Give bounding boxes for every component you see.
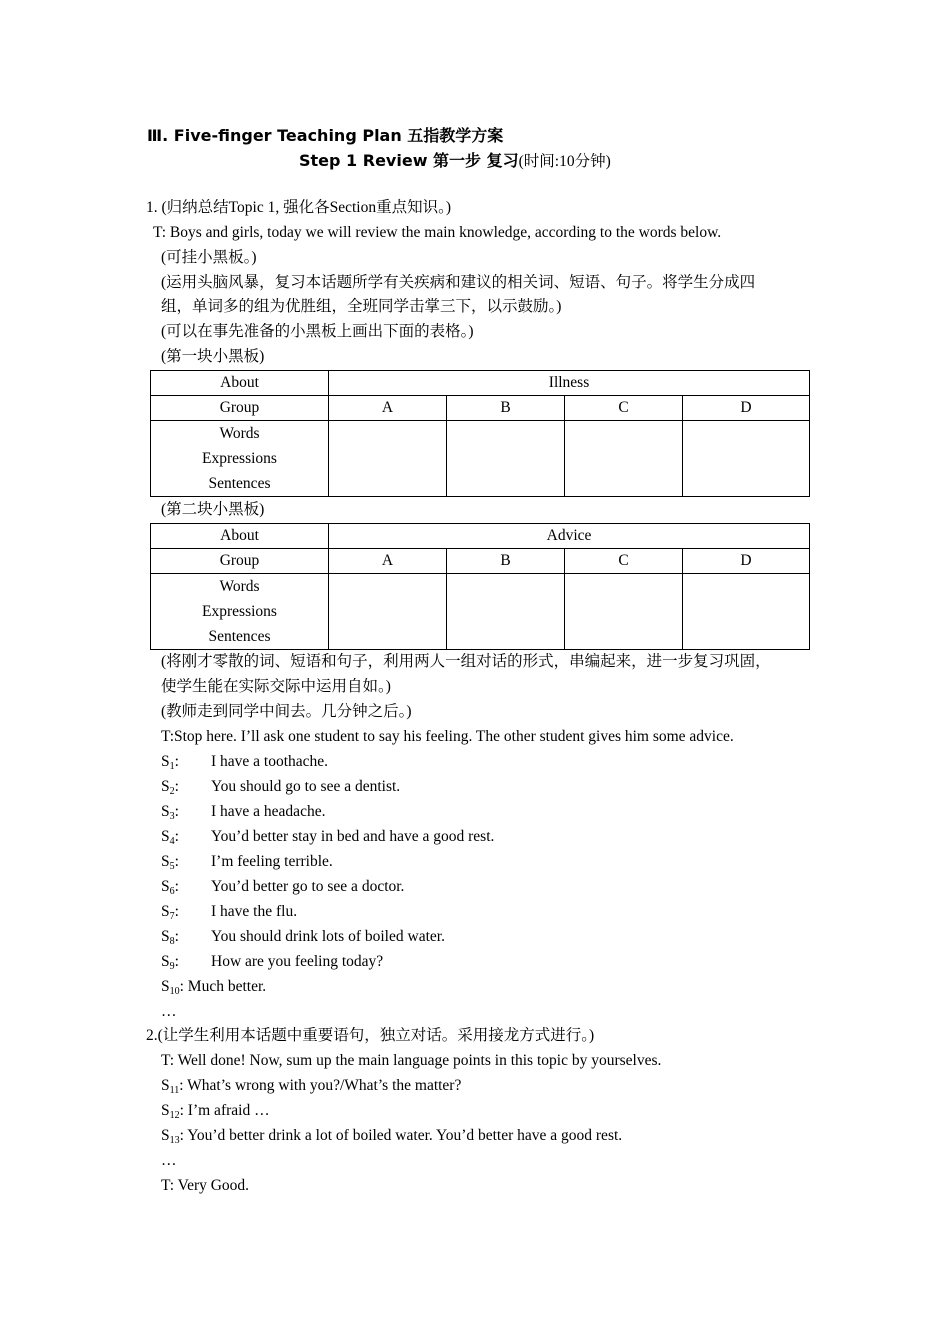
- dialogue-text: : Much better.: [179, 978, 267, 995]
- section1-number: 1.: [146, 199, 158, 216]
- row-label-sentences: Sentences: [208, 475, 271, 492]
- speaker-colon: :: [174, 828, 179, 845]
- dialogue-text: : You’d better drink a lot of boiled water. You’d better have a good rest.: [179, 1127, 623, 1144]
- speaker-number: 8: [169, 936, 175, 947]
- speaker-letter: S: [161, 1077, 170, 1094]
- section2-number: 2.: [146, 1027, 158, 1044]
- empty-cell: [447, 574, 565, 650]
- speaker-colon: :: [174, 853, 179, 870]
- dialogue-line: [161, 827, 494, 852]
- row-label-expressions: Expressions: [202, 603, 277, 620]
- step-heading: [299, 151, 611, 172]
- group-d: D: [683, 549, 810, 574]
- board2-label: (第二块小黑板): [161, 501, 265, 518]
- dialogue-text: You should go to see a dentist.: [211, 778, 401, 795]
- speaker-label: [161, 877, 211, 902]
- board2-table: [150, 523, 810, 650]
- group-b: B: [447, 396, 565, 421]
- group-label: Group: [151, 549, 329, 574]
- dialogue-text: I have the flu.: [211, 903, 298, 920]
- speaker-label: [161, 752, 211, 777]
- speaker-letter: S: [161, 953, 170, 970]
- speaker-number: 6: [169, 886, 175, 897]
- dialogue-line: [161, 977, 266, 1002]
- section2-intro: [146, 1026, 594, 1046]
- speaker-colon: :: [174, 903, 179, 920]
- speaker-letter: S: [161, 853, 170, 870]
- speaker-label: [161, 827, 211, 852]
- row-label-words: Words: [219, 425, 260, 442]
- group-b: B: [447, 549, 565, 574]
- dialogue-text: I have a toothache.: [211, 753, 329, 770]
- empty-cell: [329, 421, 447, 497]
- speaker-colon: :: [174, 878, 179, 895]
- speaker-letter: S: [161, 978, 170, 995]
- speaker-number: 9: [169, 961, 175, 972]
- speaker-colon: :: [174, 753, 179, 770]
- speaker-label: [161, 802, 211, 827]
- speaker-colon: :: [174, 778, 179, 795]
- table-row: [151, 371, 810, 396]
- board1-label: (第一块小黑板): [161, 348, 265, 365]
- speaker-label: [161, 952, 211, 977]
- empty-cell: [683, 421, 810, 497]
- speaker-number: 12: [169, 1110, 180, 1121]
- speaker-number: 10: [169, 986, 180, 997]
- speaker-letter: S: [161, 753, 170, 770]
- row-label-words: Words: [219, 578, 260, 595]
- table-row: [151, 549, 810, 574]
- speaker-letter: S: [161, 1127, 170, 1144]
- row-labels: [151, 421, 329, 497]
- dialogue-line: [161, 877, 404, 902]
- empty-cell: [565, 421, 683, 497]
- note-brainstorm-line2: 组，单词多的组为优胜组，全班同学击掌三下，以示鼓励。): [161, 298, 562, 315]
- group-a: A: [329, 549, 447, 574]
- speaker-letter: S: [161, 928, 170, 945]
- speaker-letter: S: [161, 803, 170, 820]
- dialogue-text: I’m feeling terrible.: [211, 853, 333, 870]
- note-brainstorm-line1: (运用头脑风暴，复习本话题所学有关疾病和建议的相关词、短语、句子。将学生分成四: [161, 274, 756, 291]
- section2-intro-text: (让学生利用本话题中重要语句，独立对话。采用接龙方式进行。): [157, 1027, 595, 1044]
- speaker-label: [161, 777, 211, 802]
- topic-cell: Illness: [329, 371, 810, 396]
- empty-cell: [447, 421, 565, 497]
- speaker-number: 2: [169, 786, 175, 797]
- note-teacher-walk: (教师走到同学中间去。几分钟之后。): [161, 703, 412, 720]
- dialogue-line: [161, 952, 383, 977]
- speaker-label: [161, 902, 211, 927]
- ellipsis: …: [161, 1003, 177, 1020]
- empty-cell: [683, 574, 810, 650]
- group-a: A: [329, 396, 447, 421]
- table-row: [151, 574, 810, 650]
- dialogue-line: [161, 852, 333, 877]
- table-row: [151, 524, 810, 549]
- step-time: (时间:10分钟): [518, 153, 611, 170]
- dialogue-line: [161, 777, 400, 802]
- row-label-expressions: Expressions: [202, 450, 277, 467]
- dialogue-line: [161, 1126, 622, 1151]
- speaker-number: 5: [169, 861, 175, 872]
- speaker-colon: :: [174, 803, 179, 820]
- teacher-line: T: Well done! Now, sum up the main language points in this topic by yourselves.: [161, 1052, 662, 1069]
- dialogue-line: [161, 752, 328, 777]
- empty-cell: [329, 574, 447, 650]
- speaker-label: [161, 927, 211, 952]
- speaker-letter: S: [161, 878, 170, 895]
- note-prepare: (可以在事先准备的小黑板上画出下面的表格。): [161, 323, 474, 340]
- speaker-letter: S: [161, 778, 170, 795]
- dialogue-line: [161, 927, 445, 952]
- document-heading: Ⅲ. Five-finger Teaching Plan 五指教学方案: [147, 126, 504, 145]
- speaker-number: 4: [169, 836, 175, 847]
- dialogue-text: You’d better go to see a doctor.: [211, 878, 405, 895]
- dialogue-line: [161, 1076, 461, 1101]
- speaker-letter: S: [161, 903, 170, 920]
- dialogue-text: How are you feeling today?: [211, 953, 384, 970]
- table-row: [151, 396, 810, 421]
- dialogue-text: You should drink lots of boiled water.: [211, 928, 445, 945]
- dialogue-line: [161, 802, 325, 827]
- speaker-number: 13: [169, 1135, 180, 1146]
- dialogue-text: : What’s wrong with you?/What’s the matter?: [179, 1077, 462, 1094]
- teacher-line: T: Boys and girls, today we will review the main knowledge, according to the words below.: [153, 224, 722, 241]
- speaker-colon: :: [174, 953, 179, 970]
- step-title: Step 1 Review 第一步 复习: [299, 151, 519, 170]
- teacher-end-line: T: Very Good.: [161, 1177, 250, 1194]
- board1-table: [150, 370, 810, 497]
- dialogue-line: [161, 1101, 270, 1126]
- speaker-number: 3: [169, 811, 175, 822]
- section1-intro-text: (归纳总结Topic 1, 强化各Section重点知识。): [161, 199, 452, 216]
- table-row: [151, 421, 810, 497]
- empty-cell: [565, 574, 683, 650]
- note-combine-line1: (将刚才零散的词、短语和句子，利用两人一组对话的形式，串编起来，进一步复习巩固，: [161, 653, 771, 670]
- dialogue-text: : I’m afraid …: [179, 1102, 270, 1119]
- note-blackboard: (可挂小黑板。): [161, 249, 257, 266]
- speaker-letter: S: [161, 1102, 170, 1119]
- ellipsis: …: [161, 1152, 177, 1169]
- row-labels: [151, 574, 329, 650]
- topic-cell: Advice: [329, 524, 810, 549]
- group-c: C: [565, 396, 683, 421]
- speaker-number: 7: [169, 911, 175, 922]
- group-label: Group: [151, 396, 329, 421]
- dialogue-line: [161, 902, 297, 927]
- row-label-sentences: Sentences: [208, 628, 271, 645]
- note-combine-line2: 使学生能在实际交际中运用自如。): [161, 678, 391, 695]
- about-label: About: [151, 524, 329, 549]
- dialogue-text: I have a headache.: [211, 803, 326, 820]
- speaker-label: [161, 852, 211, 877]
- group-d: D: [683, 396, 810, 421]
- speaker-colon: :: [174, 928, 179, 945]
- speaker-letter: S: [161, 828, 170, 845]
- about-label: About: [151, 371, 329, 396]
- teacher-stop-line: T:Stop here. I’ll ask one student to say his feeling. The other student gives him some advice.: [161, 728, 734, 745]
- section1-intro: [146, 198, 451, 218]
- speaker-number: 1: [169, 761, 175, 772]
- dialogue-text: You’d better stay in bed and have a good rest.: [211, 828, 495, 845]
- group-c: C: [565, 549, 683, 574]
- speaker-number: 11: [169, 1085, 180, 1096]
